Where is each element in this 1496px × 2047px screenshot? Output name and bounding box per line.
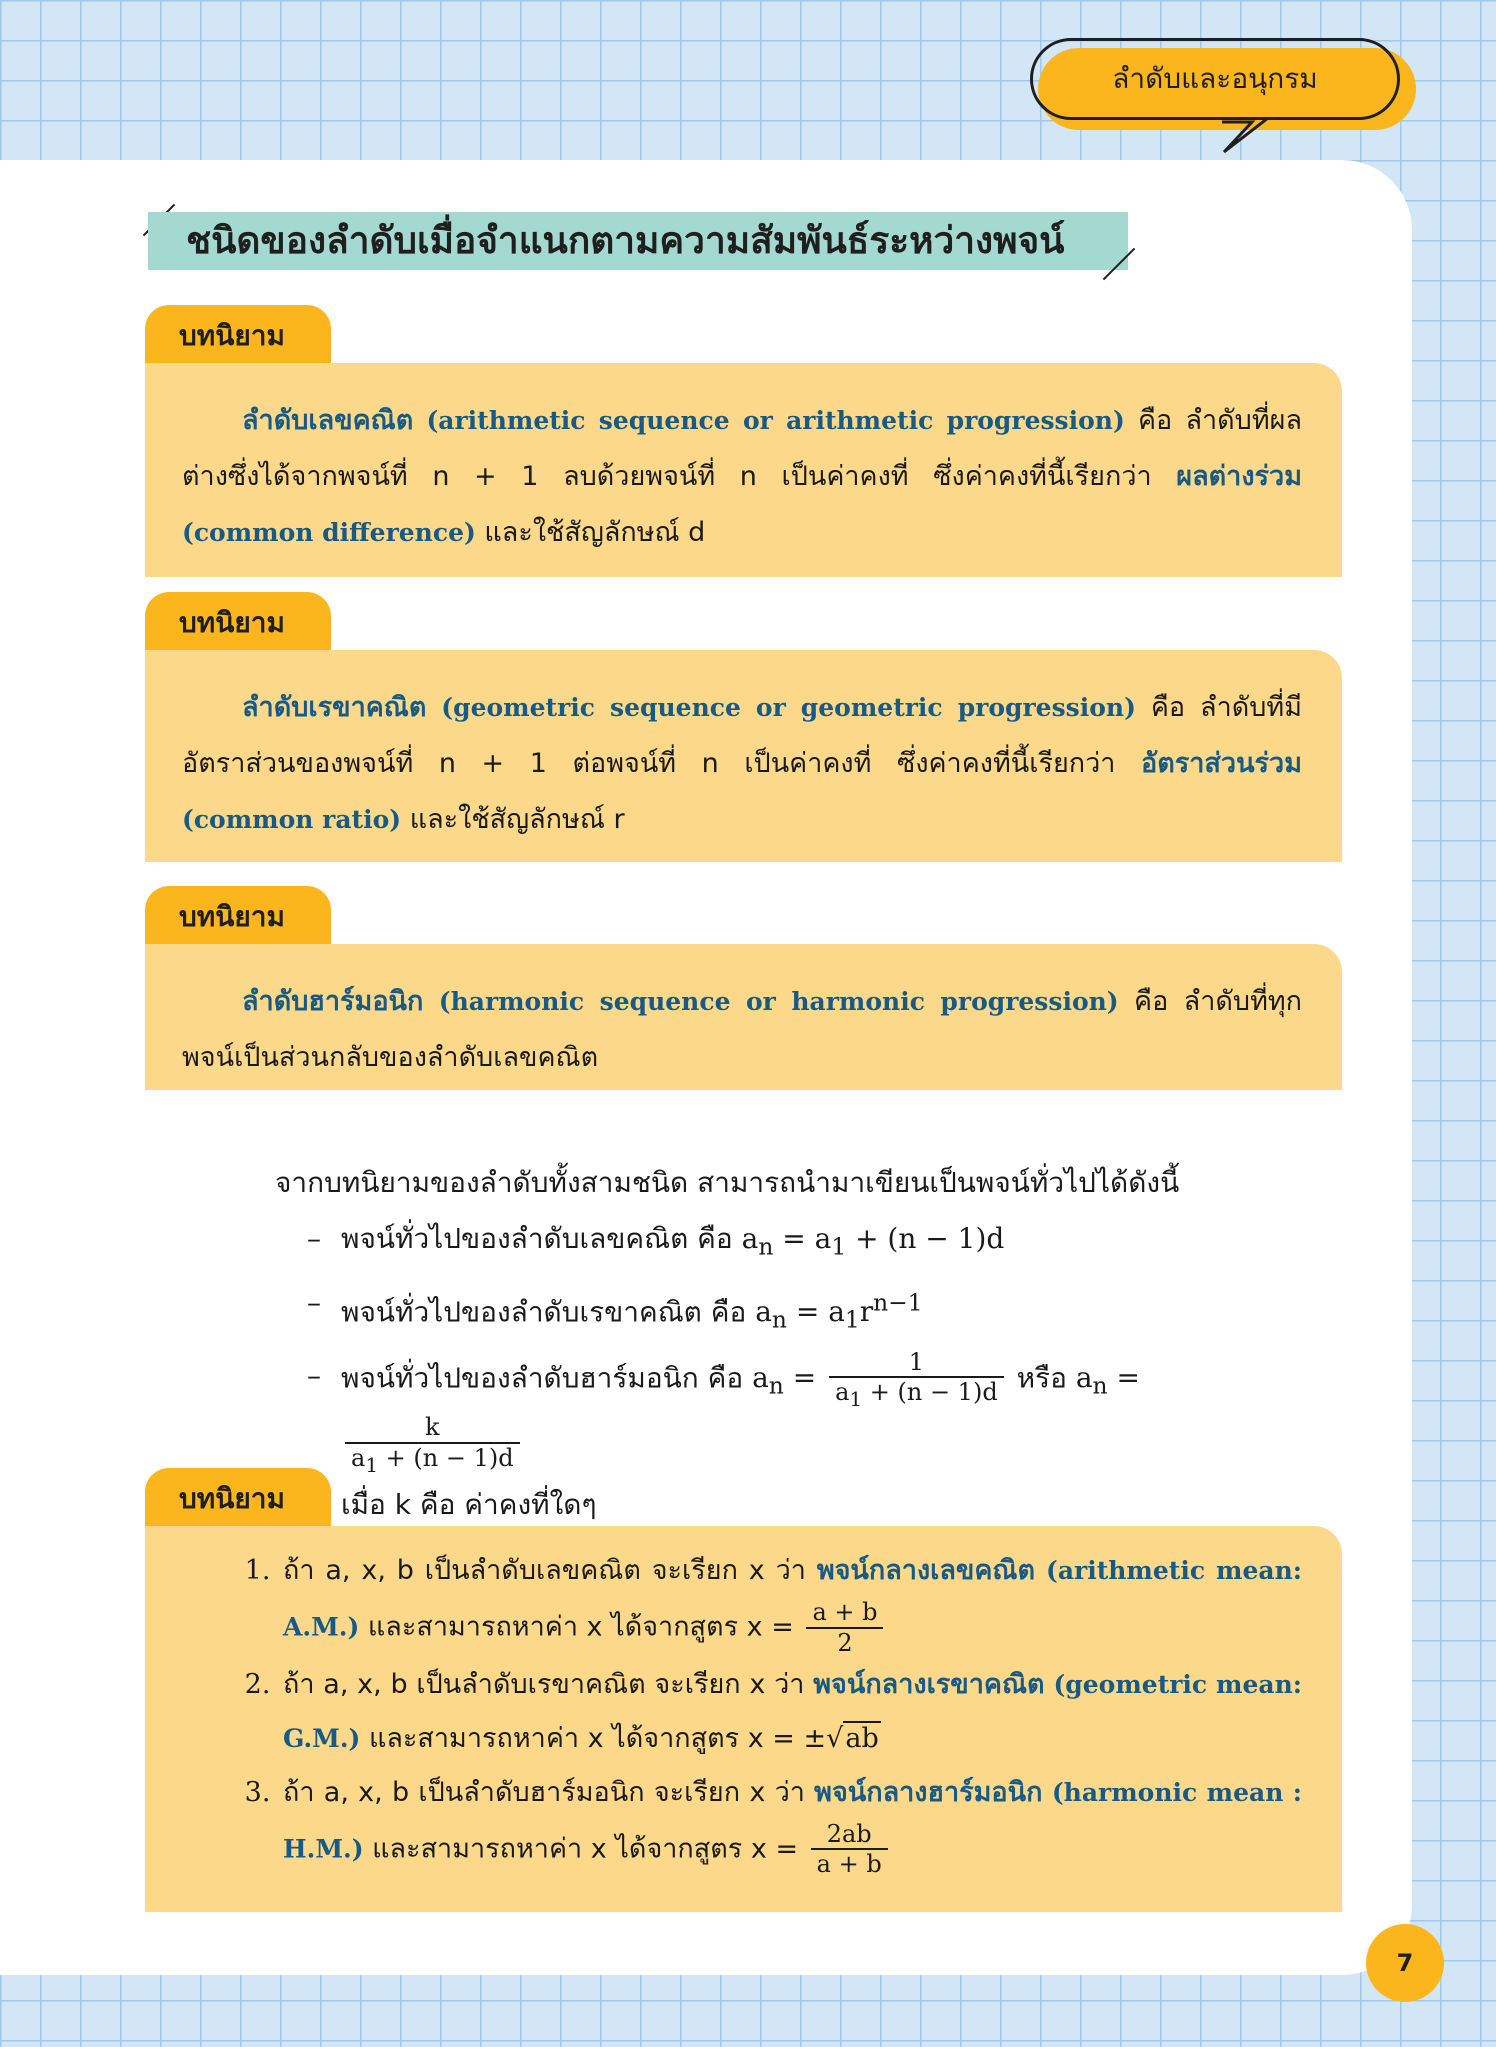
section-title-text: ชนิดของลำดับเมื่อจำแนกตามความสัมพันธ์ระหว่างพจน์ <box>186 219 1065 262</box>
formula-harmonic: $a_n$ = $\frac{1}{a_1 + (n - 1)d}$ <box>752 1361 1008 1394</box>
general-terms-lead: จากบทนิยามของลำดับทั้งสามชนิด สามารถนำมาเขียนเป็นพจน์ทั่วไปได้ดังนี้ <box>275 1166 1180 1199</box>
term-geometric-mean: พจน์กลางเรขาคณิต <box>813 1668 1045 1700</box>
definition-text: คือ ลำดับที่มีอัตราส่วนของพจน์ที่ n + 1 ต่อพจน์ที่ n เป็นค่าคงที่ ซึ่งค่าคงที่นี้เรียกว่า <box>182 692 1302 779</box>
term-harmonic-eng: (harmonic sequence or harmonic progression) <box>438 987 1119 1016</box>
formula-harmonic-alt: $a_n$ = $\frac{k}{a_1 + (n - 1)d}$ <box>341 1361 1140 1460</box>
formula-geometric: $a_n = a_1r^{n-1}$ <box>755 1288 923 1334</box>
list-item: 3. ถ้า a, x, b เป็นลำดับฮาร์มอนิก จะเรียก x ว่า พจน์กลางฮาร์มอนิก (harmonic mean : H.M.) และสามารถหาค่า x ได้จากสูตร x = $\frac{2ab}{a + b}$ <box>279 1766 1302 1880</box>
page-number: 7 <box>1366 1924 1444 2002</box>
definition-tab: บทนิยาม <box>145 1468 331 1534</box>
list-item: – พจน์ทั่วไปของลำดับฮาร์มอนิก คือ $a_n$ = $\frac{1}{a_1 + (n - 1)d}$ หรือ $a_n$ = $\frac{k}{a_1 + (n - 1)d}$ เมื่อ k คือ ค่าคงที่ใดๆ <box>307 1348 1275 1533</box>
constant-note: เมื่อ k คือ ค่าคงที่ใดๆ <box>341 1488 597 1521</box>
definition-box <box>145 1526 1342 1912</box>
term-harmonic: ลำดับฮาร์มอนิก <box>242 986 424 1017</box>
definition-box <box>145 363 1342 577</box>
means-list <box>243 1544 1302 1879</box>
definition-text: คือ ลำดับที่ผลต่างซึ่งได้จากพจน์ที่ n + 1 ลบด้วยพจน์ที่ n เป็นค่าคงที่ ซึ่งค่าคงที่นี้เรียกว่า <box>182 405 1302 492</box>
definition-text-end: และใช้สัญลักษณ์ d <box>475 517 706 548</box>
term-geometric-eng: (geometric sequence or geometric progression) <box>441 693 1136 722</box>
definition-text: คือ ลำดับที่ทุกพจน์เป็นส่วนกลับของลำดับเลขคณิต <box>182 986 1303 1073</box>
term-harmonic-mean: พจน์กลางฮาร์มอนิก <box>814 1776 1043 1808</box>
chapter-label: ลำดับและอนุกรม <box>1112 62 1318 95</box>
formula-am: $\frac{a + b}{2}$ <box>806 1598 883 1658</box>
section-title <box>148 212 1128 270</box>
definition-tab: บทนิยาม <box>145 886 331 952</box>
term-geometric: ลำดับเรขาคณิต <box>242 692 427 723</box>
list-item: 2. ถ้า a, x, b เป็นลำดับเรขาคณิต จะเรียก x ว่า พจน์กลางเรขาคณิต (geometric mean: G.M.) และสามารถหาค่า x ได้จากสูตร x = ±√ab <box>279 1658 1302 1766</box>
term-common-ratio: อัตราส่วนร่วม <box>1141 748 1302 779</box>
list-item: – พจน์ทั่วไปของลำดับเรขาคณิต คือ $a_n = a_1r^{n-1}$ <box>307 1275 1275 1348</box>
speech-tail-icon <box>1222 116 1286 154</box>
term-common-difference: ผลต่างร่วม <box>1176 461 1302 492</box>
definition-box <box>145 944 1342 1090</box>
formula-gm: √ab <box>826 1722 879 1754</box>
general-terms <box>275 1155 1275 1533</box>
term-common-ratio-eng: (common ratio) <box>182 805 402 834</box>
definition-box <box>145 650 1342 862</box>
term-arithmetic: ลำดับเลขคณิต <box>242 405 414 436</box>
definition-tab: บทนิยาม <box>145 305 331 371</box>
term-arithmetic-eng: (arithmetic sequence or arithmetic progression) <box>426 406 1125 435</box>
term-common-difference-eng: (common difference) <box>182 518 476 547</box>
definition-text-end: และใช้สัญลักษณ์ r <box>401 804 625 835</box>
formula-arithmetic: $a_n = a_1 + (n - 1)d$ <box>741 1222 1005 1261</box>
definition-tab: บทนิยาม <box>145 592 331 658</box>
general-terms-list <box>275 1211 1275 1533</box>
chapter-tab <box>1030 38 1402 128</box>
term-arithmetic-mean: พจน์กลางเลขคณิต <box>816 1555 1036 1586</box>
list-item: 1. ถ้า a, x, b เป็นลำดับเลขคณิต จะเรียก x ว่า พจน์กลางเลขคณิต (arithmetic mean: A.M.) และสามารถหาค่า x ได้จากสูตร x = $\frac{a + b}{2}$ <box>279 1544 1302 1658</box>
list-item: – พจน์ทั่วไปของลำดับเลขคณิต คือ $a_n = a_1 + (n - 1)d$ <box>307 1211 1275 1275</box>
formula-hm: $\frac{2ab}{a + b}$ <box>811 1820 888 1880</box>
